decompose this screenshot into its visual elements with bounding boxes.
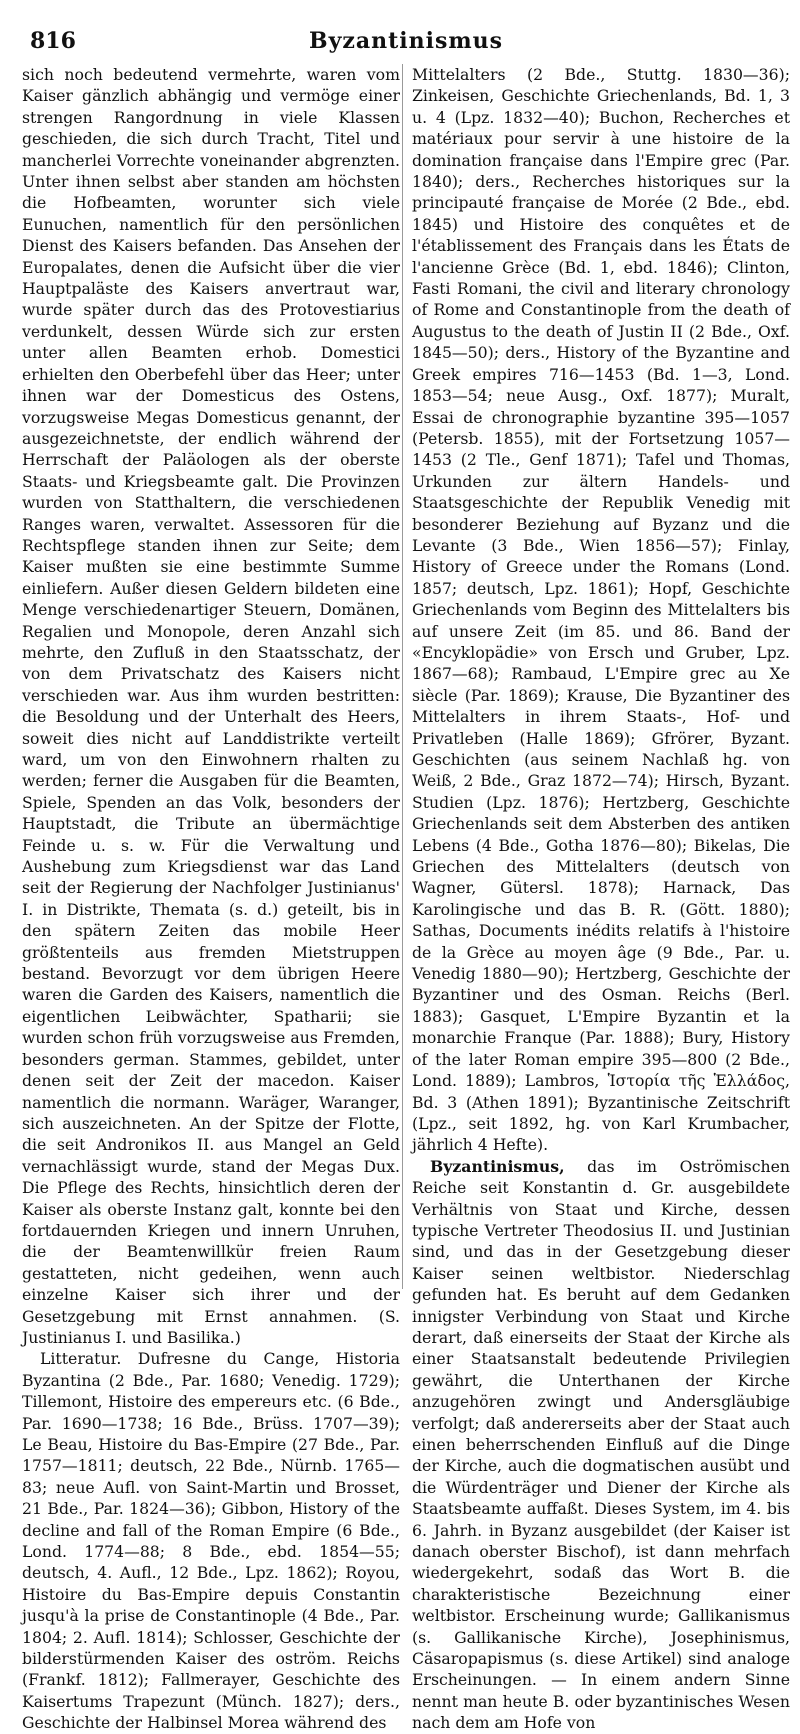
literature-paragraph: Litteratur. Dufresne du Cange, Historia Byzantina (2 Bde., Par. 1680; Venedig. 1729); Tillemont, Histoire des empereurs etc. (6 Bde., Par. 1690—1738; 16 Bde., Brüss. 1707—39); Le Beau, Histoire du Bas-Empire (27 Bde., Par. 1757—1811; deutsch, 22 Bde., Nürnb. 1765—83; neue Aufl. von Saint-Martin und Brosset, 21 Bde., Par. 1824—36); Gibbon, History of the decline and fall of the Roman Empire (6 Bde., Lond. 1774—88; 8 Bde., ebd. 1854—55; deutsch, 4. Aufl., 12 Bde., Lpz. 1862); Royou, Histoire du Bas-Empire depuis Constantin jusqu'à la prise de Constantinople (4 Bde., Par. 1804; 2. Aufl. 1814); Schlosser, Geschichte der bilderstürmenden Kaiser des oström. Reichs (Frankf. 1812); Fallmerayer, Geschichte des Kaisertums Trapezunt (Münch. 1827); ders., Geschichte der Halbinsel Morea während des	[22, 1349, 400, 1733]
entry-text: das im Oströmischen Reiche seit Konstantin d. Gr. ausgebildete Verhältnis von Staat und Kirche, dessen typische Vertreter Theodosius II. und Justinian sind, und das in der Gesetzgebung dieser Kaiser seinen weltbistor. Niederschlag gefunden hat. Es beruht auf dem Gedanken innigster Verbindung von Staat und Kirche derart, daß einerseits der Staat der Kirche als einer Staatsanstalt bedeutende Privilegien gewährt, die Unterthanen der Kirche anzugehören zwingt und Andersgläubige verfolgt; daß andererseits aber der Staat auch einen beherrschenden Einfluß auf die Dinge der Kirche, auch die dogmatischen ausübt und die Würdenträger und Diener der Kirche als Staatsbeamte auffaßt. Dieses System, im 4. bis 6. Jahrh. in Byzanz ausgebildet (der Kaiser ist danach oberster Bischof), ist dann mehrfach wiedergekehrt, sodaß das Wort B. die charakteristische Bezeichnung einer weltbistor. Erscheinung wurde; Gallikanismus (s. Gallikanische Kirche), Josephinismus, Cäsaropapismus (s. diese Artikel) sind analoge Erscheinungen. — In einem andern Sinne nennt man heute B. oder byzantinisches Wesen nach dem am Hofe von	[412, 1156, 790, 1733]
main-text-paragraph: sich noch bedeutend vermehrte, waren vom Kaiser gänzlich abhängig und vermöge einer strengen Rangordnung in viele Klassen geschieden, die sich durch Tracht, Titel und mancherlei Vorrechte voneinander abgrenzten. Unter ihnen selbst aber standen am höchsten die Hofbeamten, worunter sich viele Eunuchen, namentlich für den persönlichen Dienst des Kaisers befanden. Das Ansehen der Europalates, denen die Aufsicht über die vier Hauptpaläste des Kaisers anvertraut war, wurde später durch das des Protovestiarius verdunkelt, dessen Würde sich zur ersten unter allen Beamten erhob. Domestici erhielten den Oberbefehl über das Heer; unter ihnen war der Domesticus des Ostens, vorzugsweise Megas Domesticus genannt, der ausgezeichnetste, der endlich während der Herrschaft der Paläologen als der oberste Staats- und Kriegsbeamte galt. Die Provinzen wurden von Statthaltern, die verschiedenen Ranges waren, verwaltet. Assessoren für die Rechtspflege standen ihnen zur Seite; dem Kaiser mußten sie eine bestimmte Summe einliefern. Außer diesen Geldern bildeten eine Menge verschiedenartiger Steuern, Domänen, Regalien und Monopole, deren Anzahl sich mehrte, den Zufluß in den Staatsschatz, der von dem Privatschatz des Kaisers nicht verschieden war. Aus ihm wurden bestritten: die Besoldung und der Unterhalt des Heers, soweit dies nicht auf Landdistrikte verteilt ward, um von den Einwohnern rhalten zu werden; ferner die Ausgaben für die Beamten, Spiele, Spenden an das Volk, besonders der Hauptstadt, die Tribute an übermächtige Feinde u. s. w. Für die Verwaltung und Aushebung zum Kriegsdienst war das Land seit der Regierung der Nachfolger Justinianus' I. in Distrikte, Themata (s. d.) geteilt, bis in den spätern Zeiten das mobile Heer größtenteils aus fremden Mietstruppen bestand. Bevorzugt vor dem übrigen Heere waren die Garden des Kaisers, namentlich die eigentlichen Leibwächter, Spatharii; sie wurden schon früh vorzugsweise aus Fremden, besonders german. Stammes, gebildet, unter denen seit der Zeit der macedon. Kaiser namentlich die normann. Waräger, Waranger, sich auszeichneten. An der Spitze der Flotte, die seit Andronikos II. aus Mangel an Geld vernachlässigt wurde, stand der Megas Dux. Die Pflege des Rechts, hinsichtlich deren der Kaiser als oberste Instanz galt, konnte bei den fortdauernden Kriegen und innern Unruhen, die der Beamtenwillkür freien Raum gestatteten, nicht gedeihen, wenn auch einzelne Kaiser sich ihrer und der Gesetzgebung mit Ernst annahmen. (S. Justinianus I. und Basilika.)	[22, 65, 400, 1347]
running-head: Byzantinismus	[308, 28, 504, 54]
page-number: 816	[30, 28, 76, 54]
page-header	[30, 22, 782, 62]
entry-paragraph	[412, 1156, 790, 1734]
left-column	[22, 64, 400, 1733]
right-column	[412, 64, 790, 1733]
column-divider	[402, 64, 403, 1289]
entry-heading: Byzantinismus,	[430, 1156, 565, 1176]
literature-continued: Mittelalters (2 Bde., Stuttg. 1830—36); Zinkeisen, Geschichte Griechenlands, Bd. 1, 3 u. 4 (Lpz. 1832—40); Buchon, Recherches et matériaux pour servir à une histoire de la domination française dans l'Empire grec (Par. 1840); ders., Recherches historiques sur la principauté française de Morée (2 Bde., ebd. 1845) und Histoire des conquêtes et de l'établissement des Français dans les États de l'ancienne Grèce (Bd. 1, ebd. 1846); Clinton, Fasti Romani, the civil and literary chronology of Rome and Constantinople from the death of Augustus to the death of Justin II (2 Bde., Oxf. 1845—50); ders., History of the Byzantine and Greek empires 716—1453 (Bd. 1—3, Lond. 1853—54; neue Ausg., Oxf. 1877); Muralt, Essai de chronographie byzantine 395—1057 (Petersb. 1855), mit der Fortsetzung 1057—1453 (2 Tle., Genf 1871); Tafel und Thomas, Urkunden zur ältern Handels- und Staatsgeschichte der Republik Venedig mit besonderer Beziehung auf Byzanz und die Levante (3 Bde., Wien 1856—57); Finlay, History of Greece under the Romans (Lond. 1857; deutsch, Lpz. 1861); Hopf, Geschichte Griechenlands vom Beginn des Mittelalters bis auf unsere Zeit (im 85. und 86. Band der «Encyklopädie» von Ersch und Gruber, Lpz. 1867—68); Rambaud, L'Empire grec au Xe siècle (Par. 1869); Krause, Die Byzantiner des Mittelalters in ihrem Staats-, Hof- und Privatleben (Halle 1869); Gfrörer, Byzant. Geschichten (aus seinem Nachlaß hg. von Weiß, 2 Bde., Graz 1872—74); Hirsch, Byzant. Studien (Lpz. 1876); Hertzberg, Geschichte Griechenlands seit dem Absterben des antiken Lebens (4 Bde., Gotha 1876—80); Bikelas, Die Griechen des Mittelalters (deutsch von Wagner, Gütersl. 1878); Harnack, Das Karolingische und das B. R. (Gött. 1880); Sathas, Documents inédits relatifs à l'histoire de la Grèce au moyen âge (9 Bde., Par. u. Venedig 1880—90); Hertzberg, Geschichte der Byzantiner und des Osman. Reichs (Berl. 1883); Gasquet, L'Empire Byzantin et la monarchie Franque (Par. 1888); Bury, History of the later Roman empire 395—800 (2 Bde., Lond. 1889); Lambros, Ἱστορία τῆς Ἑλλάδος, Bd. 3 (Athen 1891); Byzantinische Zeitschrift (Lpz., seit 1892, hg. von Karl Krumbacher, jährlich 4 Hefte).	[412, 65, 790, 1155]
